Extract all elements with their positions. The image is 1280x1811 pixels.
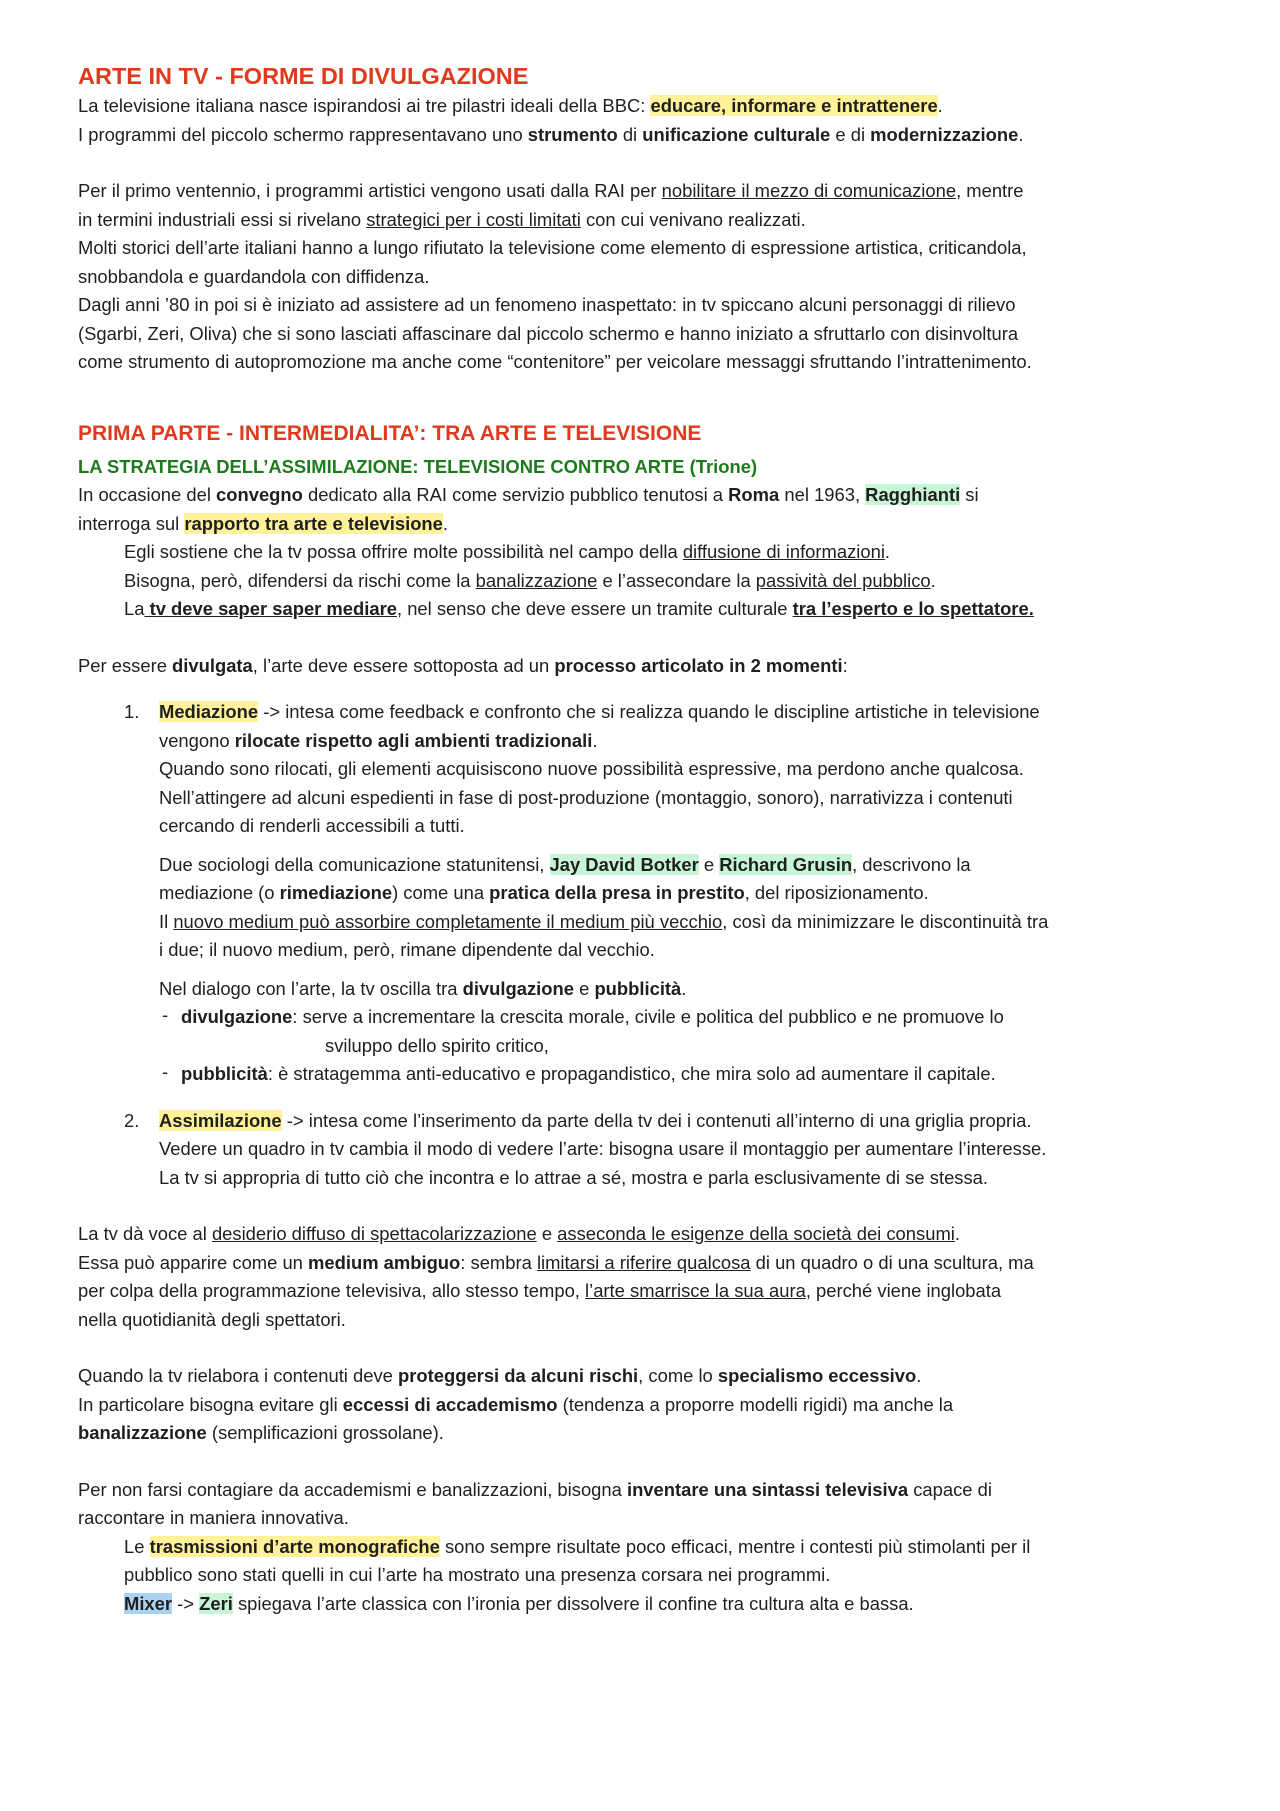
- dash-item-divulgazione: [78, 1003, 1213, 1032]
- text: La televisione italiana nasce ispirandosi ai tre pilastri ideali della BBC:: [78, 95, 651, 116]
- ragghianti-line-4: [78, 567, 1213, 596]
- text: Due sociologi della comunicazione statunitensi,: [159, 853, 550, 875]
- text: , del riposizionamento.: [744, 882, 929, 903]
- text: , nel senso che deve essere un tramite culturale: [396, 598, 793, 619]
- text: Quando la tv rielabora i contenuti deve: [78, 1365, 398, 1386]
- para2-line-7: come strumento di autopromozione ma anche come “contenitore” per veicolare messaggi sfruttando l’intrattenimento.: [78, 351, 1032, 372]
- dash-bullet: -: [162, 1061, 169, 1082]
- text: (semplificazioni grossolane).: [206, 1422, 444, 1443]
- bold-text: rimediazione: [279, 882, 393, 903]
- bold-text: pubblicità: [594, 977, 682, 999]
- text: con cui venivano realizzati.: [580, 208, 806, 230]
- text: In occasione del: [78, 484, 217, 505]
- text: ->: [172, 1592, 200, 1614]
- bold-underlined-text: tra l’esperto e lo spettatore.: [792, 598, 1034, 619]
- item1-dialogue-line: [78, 975, 1213, 1004]
- text: e: [573, 977, 595, 999]
- risks-line-2: [78, 1391, 1213, 1420]
- dash-item-pubblicita: [78, 1060, 1213, 1089]
- risks-line-3: [78, 1419, 1213, 1448]
- underlined-text: diffusione di informazioni: [682, 541, 885, 562]
- item1-mediation-line-4: i due; il nuovo medium, però, rimane dipendente dal vecchio.: [159, 939, 655, 960]
- text: ) come una: [392, 882, 490, 903]
- item1-line-3: Quando sono rilocati, gli elementi acquisiscono nuove possibilità espressive, ma perdono anche qualcosa.: [159, 758, 1024, 779]
- bold-text: inventare una sintassi televisiva: [626, 1478, 909, 1500]
- bold-text: specialismo eccessivo: [717, 1365, 917, 1386]
- bold-text: divulgazione: [181, 1006, 293, 1027]
- bold-text: Roma: [728, 484, 780, 505]
- text: e l’assecondare la: [597, 569, 756, 591]
- highlight-green: Jay David Botker: [549, 853, 699, 875]
- text: spiegava l’arte classica con l’ironia per dissolvere il confine tra cultura alta e bassa.: [232, 1592, 914, 1614]
- section-heading: PRIMA PARTE - INTERMEDIALITA’: TRA ARTE E TELEVISIONE: [78, 421, 702, 445]
- text: -> intesa come feedback e confronto che si realizza quando le discipline artistiche in televisione: [258, 701, 1040, 722]
- text: Il: [159, 910, 174, 932]
- voice-line-2: [78, 1249, 1213, 1278]
- highlight-green: Ragghianti: [865, 484, 961, 505]
- underlined-text: banalizzazione: [475, 569, 598, 591]
- text: , perché viene inglobata: [805, 1280, 1002, 1301]
- para2-line-2: [78, 206, 1213, 235]
- highlight-green: Richard Grusin: [719, 853, 853, 875]
- text: : serve a incrementare la crescita morale, civile e politica del pubblico e ne promuove lo: [292, 1006, 1004, 1027]
- text: vengono: [159, 729, 235, 751]
- list-item-2: [78, 1107, 1213, 1136]
- item1-line-2: [78, 727, 1213, 756]
- text: .: [592, 729, 598, 751]
- text: nel 1963,: [779, 484, 866, 505]
- highlight-blue: Mixer: [124, 1592, 173, 1614]
- ragghianti-line-5: [78, 595, 1213, 624]
- text: : sembra: [460, 1251, 537, 1273]
- syntax-line-2: raccontare in maniera innovativa.: [78, 1507, 349, 1528]
- highlight-yellow: rapporto tra arte e televisione: [184, 512, 443, 534]
- highlight-yellow: Mediazione: [159, 701, 259, 722]
- underlined-text: nobilitare il mezzo di comunicazione: [661, 180, 957, 201]
- text: .: [937, 95, 943, 116]
- text: Le: [124, 1535, 150, 1557]
- document-title: ARTE IN TV - FORME DI DIVULGAZIONE: [78, 63, 529, 89]
- text: in termini industriali essi si rivelano: [78, 208, 367, 230]
- text: .: [442, 512, 449, 534]
- para2-line-1: [78, 177, 1213, 206]
- bold-text: rilocate rispetto agli ambienti tradizionali: [234, 729, 593, 751]
- bold-text: divulgata: [172, 654, 253, 676]
- text: e di: [830, 123, 871, 145]
- item1-mediation-line-3: [78, 908, 1213, 937]
- text: La tv dà voce al: [78, 1223, 212, 1244]
- syntax-line-4: pubblico sono stati quelli in cui l’arte ha mostrato una presenza corsara nei programmi.: [124, 1564, 831, 1585]
- text: capace di: [908, 1478, 992, 1500]
- item1-line-5: cercando di renderli accessibili a tutti.: [159, 815, 465, 836]
- text: , descrivono la: [852, 853, 971, 875]
- bold-text: unificazione culturale: [642, 123, 831, 145]
- item1-line-4: Nell’attingere ad alcuni espedienti in fase di post-produzione (montaggio, sonoro), narrativizza i contenuti: [159, 786, 1013, 808]
- highlight-yellow: educare, informare e intrattenere: [650, 95, 938, 116]
- item1-mediation-line-1: [78, 851, 1213, 880]
- text: , così da minimizzare le discontinuità tra: [722, 910, 1049, 932]
- text: (tendenza a proporre modelli rigidi) ma anche la: [557, 1393, 954, 1415]
- text: .: [681, 977, 687, 999]
- item2-line-2: Vedere un quadro in tv cambia il modo di vedere l’arte: bisogna usare il montaggio per aumentare l’interesse.: [159, 1138, 1047, 1159]
- list-item-1: [78, 698, 1213, 727]
- subsection-heading: LA STRATEGIA DELL’ASSIMILAZIONE: TELEVISIONE CONTRO ARTE (Trione): [78, 455, 758, 477]
- voice-line-4: nella quotidianità degli spettatori.: [78, 1308, 346, 1330]
- syntax-line-5: [78, 1590, 1213, 1619]
- underlined-text: strategici per i costi limitati: [366, 208, 581, 230]
- text: .: [884, 541, 891, 562]
- syntax-line-3: [78, 1533, 1213, 1562]
- text: In particolare bisogna evitare gli: [78, 1393, 343, 1415]
- dash-item-divulgazione-cont: sviluppo dello spirito critico,: [325, 1034, 549, 1056]
- bold-text: processo articolato in 2 momenti: [554, 654, 843, 676]
- process-line: [78, 652, 1213, 681]
- bold-text: modernizzazione: [870, 123, 1019, 145]
- text: sono sempre risultate poco efficaci, mentre i contesti più stimolanti per il: [439, 1535, 1031, 1557]
- text: Per non farsi contagiare da accademismi e banalizzazioni, bisogna: [78, 1478, 627, 1500]
- text: e: [698, 853, 720, 875]
- text: Per il primo ventennio, i programmi artistici vengono usati dalla RAI per: [78, 180, 662, 201]
- text: interroga sul: [78, 512, 185, 534]
- text: .: [954, 1223, 960, 1244]
- text: La: [124, 598, 145, 619]
- text: .: [916, 1365, 922, 1386]
- text: Per essere: [78, 654, 173, 676]
- para2-line-5: Dagli anni ’80 in poi si è iniziato ad assistere ad un fenomeno inaspettato: in tv spiccano alcuni personaggi di rilievo: [78, 294, 1016, 315]
- text: I programmi del piccolo schermo rappresentavano uno: [78, 123, 528, 145]
- text: per colpa della programmazione televisiva, allo stesso tempo,: [78, 1280, 586, 1301]
- risks-line-1: [78, 1362, 1213, 1391]
- para2-line-3: Molti storici dell’arte italiani hanno a lungo rifiutato la televisione come elemento di espressione artistica, criticandola,: [78, 237, 1027, 258]
- underlined-text: passività del pubblico: [755, 569, 931, 591]
- text: -> intesa come l’inserimento da parte della tv dei i contenuti all’interno di una griglia propria.: [281, 1109, 1032, 1131]
- document-page: [78, 60, 1213, 1618]
- underlined-text: desiderio diffuso di spettacolarizzazione: [211, 1223, 537, 1244]
- bold-underlined-text: tv deve saper saper mediare: [144, 598, 397, 619]
- list-number: 2.: [124, 1109, 140, 1131]
- text: si: [960, 484, 979, 505]
- text: .: [1018, 123, 1024, 145]
- bold-text: pubblicità: [181, 1063, 268, 1084]
- text: , l’arte deve essere sottoposta ad un: [252, 654, 555, 676]
- ragghianti-line-3: [78, 538, 1213, 567]
- text: :: [842, 654, 848, 676]
- text: Essa può apparire come un: [78, 1251, 309, 1273]
- text: : è stratagemma anti-educativo e propagandistico, che mira solo ad aumentare il capitale.: [267, 1063, 996, 1084]
- para2-line-6: (Sgarbi, Zeri, Oliva) che si sono lasciati affascinare dal piccolo schermo e hanno iniziato a sfruttarlo con disinvoltura: [78, 322, 1019, 344]
- underlined-text: asseconda le esigenze della società dei consumi: [557, 1223, 955, 1244]
- intro-line-1: [78, 92, 1213, 121]
- ragghianti-line-2: [78, 510, 1213, 539]
- para2-line-4: snobbandola e guardandola con diffidenza.: [78, 265, 430, 287]
- bold-text: banalizzazione: [78, 1422, 207, 1443]
- text: di: [617, 123, 643, 145]
- bold-text: eccessi di accademismo: [342, 1393, 558, 1415]
- highlight-yellow: Assimilazione: [159, 1109, 282, 1131]
- highlight-yellow: trasmissioni d’arte monografiche: [149, 1535, 440, 1557]
- text: e: [536, 1223, 558, 1244]
- bold-text: divulgazione: [462, 977, 574, 999]
- text: , come lo: [638, 1365, 718, 1386]
- text: .: [930, 569, 936, 591]
- voice-line-3: [78, 1277, 1213, 1306]
- underlined-text: limitarsi a riferire qualcosa: [536, 1251, 751, 1273]
- syntax-line-1: [78, 1476, 1213, 1505]
- text: di un quadro o di una scultura, ma: [750, 1251, 1034, 1273]
- text: Bisogna, però, difendersi da rischi come la: [124, 569, 476, 591]
- intro-line-2: [78, 121, 1213, 150]
- text: Nel dialogo con l’arte, la tv oscilla tra: [159, 977, 463, 999]
- list-number: 1.: [124, 701, 140, 722]
- text: dedicato alla RAI come servizio pubblico tenutosi a: [302, 484, 729, 505]
- underlined-text: l’arte smarrisce la sua aura: [585, 1280, 806, 1301]
- voice-line-1: [78, 1220, 1213, 1249]
- bold-text: pratica della presa in prestito: [489, 882, 745, 903]
- item1-mediation-line-2: [78, 879, 1213, 908]
- bold-text: proteggersi da alcuni rischi: [398, 1365, 639, 1386]
- dash-bullet: -: [162, 1004, 169, 1025]
- ragghianti-line-1: [78, 481, 1213, 510]
- highlight-green: Zeri: [199, 1592, 233, 1614]
- text: mediazione (o: [159, 882, 280, 903]
- text: , mentre: [956, 180, 1024, 201]
- underlined-text: nuovo medium può assorbire completamente il medium più vecchio: [173, 910, 723, 932]
- bold-text: convegno: [216, 484, 303, 505]
- bold-text: medium ambiguo: [308, 1251, 461, 1273]
- bold-text: strumento: [527, 123, 618, 145]
- item2-line-3: La tv si appropria di tutto ciò che incontra e lo attrae a sé, mostra e parla esclusivamente di se stessa.: [159, 1166, 989, 1188]
- text: Egli sostiene che la tv possa offrire molte possibilità nel campo della: [124, 541, 683, 562]
